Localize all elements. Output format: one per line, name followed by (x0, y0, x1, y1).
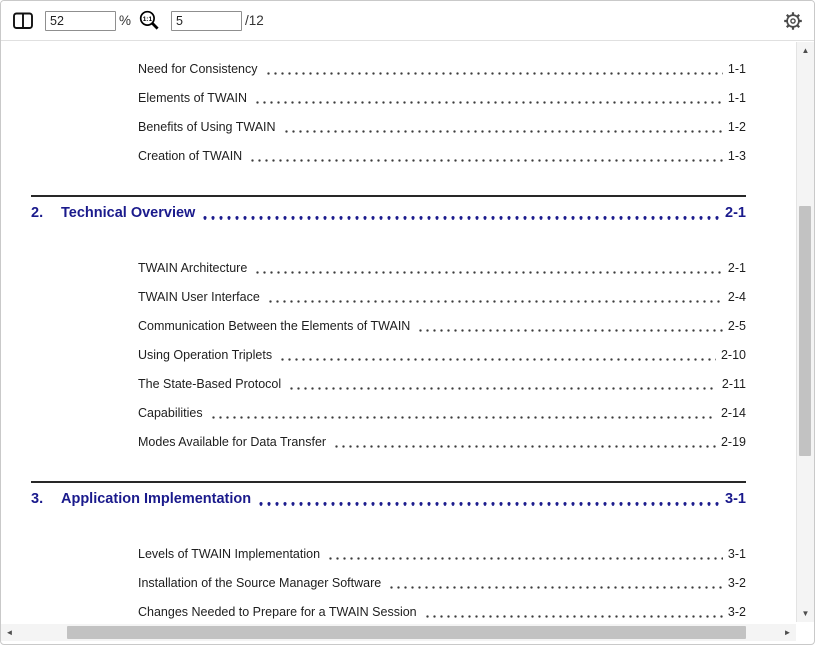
toc-entry-title: TWAIN Architecture (138, 260, 248, 275)
toc-entry (138, 340, 746, 369)
toc-entry-title: Capabilities (138, 405, 203, 420)
toc-entry-page: 2-4 (727, 289, 746, 304)
scroll-left-arrow-icon[interactable]: ◄ (5, 628, 14, 637)
settings-gear-icon[interactable] (783, 11, 803, 31)
toc-entry-page: 2-14 (720, 405, 746, 420)
dot-leader (201, 216, 723, 219)
toc-entry-title: Elements of TWAIN (138, 90, 248, 105)
toc-entry-page: 3-2 (727, 604, 746, 619)
svg-text:1:1: 1:1 (142, 15, 153, 23)
toc-entry (138, 282, 746, 311)
toolbar (1, 1, 814, 41)
toc-entry (138, 369, 746, 398)
dot-leader (388, 586, 723, 589)
document-page-viewport (1, 42, 796, 621)
toc-entry-title: Creation of TWAIN (138, 148, 243, 163)
page-total-suffix: /12 (245, 13, 264, 28)
toc-entry (138, 398, 746, 427)
dot-leader (327, 557, 723, 560)
dot-leader (267, 300, 723, 303)
toc-entry (138, 311, 746, 340)
dot-leader (254, 271, 723, 274)
horizontal-scrollbar-thumb[interactable] (67, 626, 746, 639)
toc-entry (138, 253, 746, 282)
scroll-down-arrow-icon[interactable]: ▼ (801, 609, 810, 618)
toc-entry-page: 1-1 (727, 90, 746, 105)
toc-entry-title: Changes Needed to Prepare for a TWAIN Session (138, 604, 417, 619)
dot-leader (283, 130, 723, 133)
toc-entry-page: 2-19 (720, 434, 746, 449)
dot-leader (257, 502, 723, 505)
toc-entry (138, 539, 746, 568)
toc-section-3-entries (31, 539, 746, 621)
page-number-input[interactable] (171, 11, 242, 31)
scroll-up-arrow-icon[interactable]: ▲ (801, 46, 810, 55)
toc-entry-title: Using Operation Triplets (138, 347, 273, 362)
toc-entry-title: Need for Consistency (138, 61, 258, 76)
toc-entry-page: 3-1 (727, 546, 746, 561)
vertical-scrollbar[interactable] (796, 42, 814, 622)
horizontal-scrollbar[interactable] (1, 624, 796, 641)
toc-entry-title: Communication Between the Elements of TWAIN (138, 318, 411, 333)
toc-entry (138, 427, 746, 456)
toc-entry-title: Installation of the Source Manager Software (138, 575, 382, 590)
zoom-percent-suffix: % (119, 13, 132, 28)
toc-entry-page: 2-5 (727, 318, 746, 333)
toc-entry-page: 1-3 (727, 148, 746, 163)
toc-entry-page: 1-2 (727, 119, 746, 134)
toc-page (1, 42, 796, 621)
dot-leader (210, 416, 716, 419)
toc-entry (138, 112, 746, 141)
dot-leader (249, 159, 723, 162)
toc-entry (138, 568, 746, 597)
section-number: 3. (31, 491, 44, 507)
dot-leader (254, 101, 723, 104)
toc-entry-title: Modes Available for Data Transfer (138, 434, 327, 449)
toc-entry-title: TWAIN User Interface (138, 289, 260, 304)
toc-section-heading (31, 487, 746, 511)
section-page: 2-1 (725, 205, 746, 221)
dot-leader (417, 329, 723, 332)
toc-entry-title: The State-Based Protocol (138, 376, 282, 391)
toc-entry (138, 141, 746, 170)
section-title: Application Implementation (61, 491, 252, 507)
toc-entry-title: Levels of TWAIN Implementation (138, 546, 321, 561)
section-divider-rule (31, 195, 746, 197)
vertical-scrollbar-thumb[interactable] (799, 206, 811, 456)
section-title: Technical Overview (61, 205, 196, 221)
two-page-view-icon[interactable] (12, 11, 34, 31)
toc-section-heading (31, 201, 746, 225)
toc-entry (138, 597, 746, 621)
dot-leader (265, 72, 723, 75)
dot-leader (288, 387, 717, 390)
toc-section-2 (31, 195, 746, 456)
toc-entry-title: Benefits of Using TWAIN (138, 119, 276, 134)
scroll-right-arrow-icon[interactable]: ► (783, 628, 792, 637)
dot-leader (279, 358, 716, 361)
toc-section-2-entries (31, 253, 746, 456)
toc-section-3 (31, 481, 746, 621)
dot-leader (333, 445, 716, 448)
toc-entry-page: 3-2 (727, 575, 746, 590)
toc-entry (138, 83, 746, 112)
toc-section-1-entries (31, 54, 746, 170)
section-divider-rule (31, 481, 746, 483)
zoom-percent-input[interactable] (45, 11, 116, 31)
section-number: 2. (31, 205, 44, 221)
actual-size-magnifier-icon[interactable] (139, 10, 160, 31)
toc-entry-page: 2-11 (721, 376, 746, 391)
dot-leader (424, 615, 723, 618)
toc-entry (138, 54, 746, 83)
toc-entry-page: 2-10 (720, 347, 746, 362)
toc-entry-page: 2-1 (727, 260, 746, 275)
toc-entry-page: 1-1 (727, 61, 746, 76)
section-page: 3-1 (725, 491, 746, 507)
